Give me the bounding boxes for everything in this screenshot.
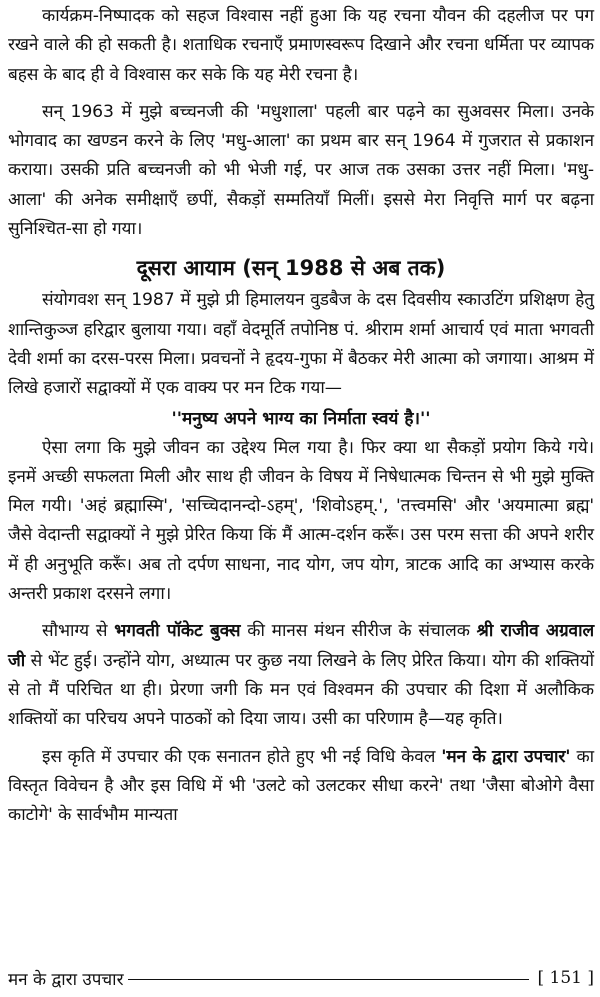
paragraph-gap xyxy=(8,90,594,98)
paragraph-5-text-a: सौभाग्य से xyxy=(42,621,115,642)
paragraph-6-text-a: इस कृति में उपचार की एक सनातन होते हुए भी नई विधि केवल xyxy=(42,746,442,767)
paragraph-4: ऐसा लगा कि मुझे जीवन का उद्देश्य मिल गया है। फिर क्या था सैकड़ों प्रयोग किये गये। इनमें अच्छी सफलता मिली और साथ ही जीवन के विषय में निषेधात्मक चिन्तन से भी मुझे मुक्ति मिल गयी। 'अहं ब्रह्मास्मि', 'सच्चिदानन्दो-ऽहम्', 'शिवोऽहम्.', 'तत्त्वमसि' और 'अयमात्मा ब्रह्म' जैसे वेदान्ती सद्वाक्यों ने मुझे प्रेरित किया किं मैं आत्म-दर्शन करूँ। उस परम सत्ता की अपने शरीर में ही अनुभूति करूँ। अब तो दर्पण साधना, नाद योग, जप योग, त्राटक आदि का अभ्यास करके अन्तरी प्रकाश दरसने लगा। xyxy=(8,437,594,605)
page-number: [ 151 ] xyxy=(537,968,594,988)
paragraph-6 xyxy=(8,743,594,831)
running-title: मन के द्वारा उपचार xyxy=(8,969,124,990)
paragraph-5 xyxy=(8,617,594,734)
paragraph-2: सन् 1963 में मुझे बच्चनजी की 'मधुशाला' पहली बार पढ़ने का सुअवसर मिला। उनके भोगवाद का खण्डन करने के लिए 'मधु-आला' का प्रथम बार सन् 1964 में गुजरात से प्रकाशन कराया। उसकी प्रति बच्चनजी को भी भेजी गई, पर आज तक उसका उत्तर नहीं मिला। 'मधु-आला' की अनेक समीक्षाएँ छपीं, सैकड़ों सम्मतियाँ मिलीं। इससे मेरा निवृत्ति मार्ग पर बढ़ना सुनिश्चित-सा हो गया। xyxy=(8,101,594,240)
paragraph-gap xyxy=(8,735,594,743)
publisher-name: भगवती पॉकेट बुक्स xyxy=(114,621,241,642)
person-name: श्री राजीव अग्रवाल जी xyxy=(8,621,595,671)
paragraph-gap xyxy=(8,609,594,617)
book-page xyxy=(8,2,594,952)
book-title-mention: 'मन के द्वारा उपचार' xyxy=(441,746,571,767)
footer-rule xyxy=(128,979,530,980)
paragraph-1: कार्यक्रम-निष्पादक को सहज विश्वास नहीं हुआ कि यह रचना यौवन की दहलीज पर पग रखने वाले की हो सकती है। शताधिक रचनाएँ प्रमाणस्वरूप दिखाने और रचना धर्मिता पर व्यापक बहस के बाद ही वे विश्वास कर सके कि यह मेरी रचना है। xyxy=(8,6,594,85)
paragraph-5-text-e: से भेंट हुई। उन्होंने योग, अध्यात्म पर कुछ नया लिखने के लिए प्रेरित किया। योग की शक्तियों से तो मैं परिचित था ही। प्रेरणा जगी कि मन एवं विश्वमन की उपचार की दिशा में अलौकिक शक्तियों का परिचय अपने पाठकों को दिया जाय। उसी का परिणाम है—यह कृति। xyxy=(8,650,594,730)
paragraph-5-text-c: की मानस मंथन सीरीज के संचालक xyxy=(240,621,477,642)
paragraph-3: संयोगवश सन् 1987 में मुझे प्री हिमालयन वुडबैज के दस दिवसीय स्काउटिंग प्रशिक्षण हेतु शान्तिकुञ्ज हरिद्वार बुलाया गया। वहाँ वेदमूर्ति तपोनिष्ठ पं. श्रीराम शर्मा आचार्य एवं माता भगवती देवी शर्मा का दरस-परस मिला। प्रवचनों ने हृदय-गुफा में बैठकर मेरी आत्मा को जगाया। आश्रम में लिखे हजारों सद्वाक्यों में एक वाक्य पर मन टिक गया— xyxy=(8,290,594,399)
page-footer xyxy=(8,963,594,993)
paragraph-6-text-c: का विस्तृत विवेचन है और इस विधि में भी 'उलटे को उलटकर सीधा करने' तथा 'जैसा बोओगे वैसा काटोगे' के सार्वभौम मान्यता xyxy=(8,746,594,826)
section-heading: दूसरा आयाम (सन् 1988 से अब तक) xyxy=(136,256,446,281)
highlighted-quote: ''मनुष्य अपने भाग्य का निर्माता स्वयं है।'' xyxy=(171,408,431,429)
